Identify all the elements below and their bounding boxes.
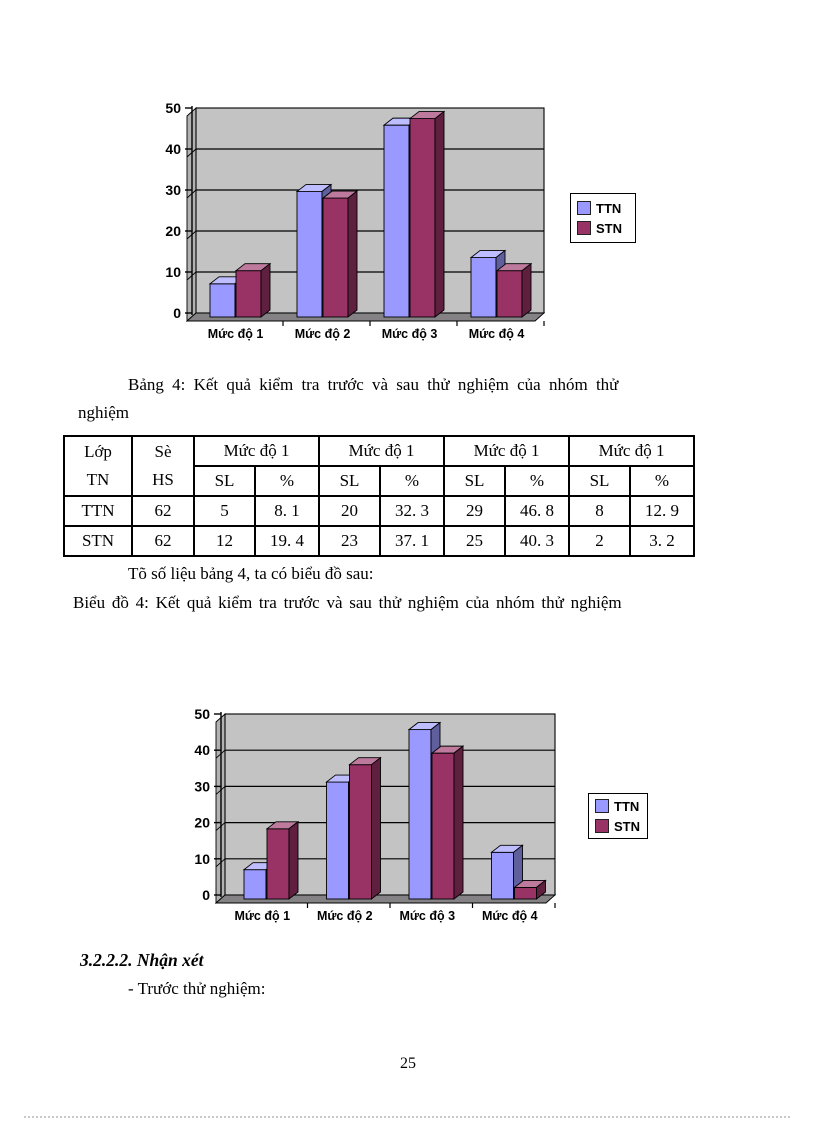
table-sub-header: %: [380, 466, 444, 496]
table-cell: 23: [319, 526, 380, 556]
bar: [297, 192, 322, 317]
svg-text:40: 40: [194, 742, 210, 759]
svg-text:0: 0: [202, 887, 210, 903]
category-label: Mức độ 1: [234, 909, 291, 923]
svg-text:20: 20: [165, 223, 181, 239]
table-cell: 8. 1: [255, 496, 319, 526]
category-label: Mức độ 3: [381, 327, 438, 341]
category-axis: [208, 321, 544, 341]
bar: [327, 782, 349, 899]
table-sub-header: SL: [444, 466, 505, 496]
table-sub-header: %: [630, 466, 694, 496]
category-label: Mức độ 4: [481, 909, 538, 923]
legend-label: TTN: [596, 200, 622, 216]
table-group-header: Mức độ 1: [444, 436, 569, 466]
table-group-header: Mức độ 1: [319, 436, 444, 466]
paragraph-after-table: Tõ số liệu bảng 4, ta có biểu đồ sau:: [128, 564, 374, 583]
table-sub-header: SL: [569, 466, 630, 496]
svg-text:0: 0: [173, 305, 181, 321]
table-cell: 29: [444, 496, 505, 526]
legend-label: STN: [614, 818, 640, 834]
table-caption-line2: nghiệm: [78, 403, 129, 422]
bar: [471, 258, 496, 317]
chart1-legend: [570, 193, 636, 243]
table-cell: 5: [194, 496, 255, 526]
table-sub-header: SL: [319, 466, 380, 496]
legend-entry-stn: [577, 221, 629, 236]
bar: [384, 125, 409, 317]
table-cell: 37. 1: [380, 526, 444, 556]
page-boundary-dotted-line: [24, 1116, 790, 1118]
svg-text:50: 50: [194, 706, 210, 722]
table-row: [64, 526, 694, 556]
bar: [236, 271, 261, 317]
table-row: [64, 496, 694, 526]
bar: [492, 852, 514, 899]
chart2-legend: [588, 793, 648, 839]
svg-text:30: 30: [194, 778, 210, 795]
bar: [410, 119, 435, 317]
legend-label: STN: [596, 220, 622, 236]
bar: [267, 829, 289, 899]
table-corner-header: Sè HS: [132, 436, 194, 496]
table-cell: 19. 4: [255, 526, 319, 556]
table-cell: 40. 3: [505, 526, 569, 556]
table-cell: 62: [132, 526, 194, 556]
table-cell: 3. 2: [630, 526, 694, 556]
svg-text:10: 10: [194, 850, 210, 867]
table-cell: TTN: [64, 496, 132, 526]
table-group-header: Mức độ 1: [194, 436, 319, 466]
legend-label: TTN: [614, 798, 640, 814]
bar: [323, 198, 348, 317]
table-sub-header: %: [255, 466, 319, 496]
svg-text:40: 40: [165, 141, 181, 157]
bar: [350, 765, 372, 899]
category-label: Mức độ 1: [207, 327, 264, 341]
table-sub-header: SL: [194, 466, 255, 496]
table-cell: 25: [444, 526, 505, 556]
bar: [432, 753, 454, 899]
table-cell: 2: [569, 526, 630, 556]
svg-text:30: 30: [165, 182, 181, 198]
section-heading: 3.2.2.2. Nhận xét: [80, 950, 204, 970]
ttn-series-swatch-icon: [577, 201, 591, 215]
table-cell: 12. 9: [630, 496, 694, 526]
category-label: Mức độ 2: [316, 909, 373, 923]
page-number: 25: [400, 1055, 416, 1072]
chart2-caption: Biểu đồ 4: Kết quả kiểm tra trước và sau thử nghiệm của nhóm thử nghiệm: [73, 593, 622, 612]
category-label: Mức độ 4: [468, 327, 525, 341]
table-caption-line1: Bảng 4: Kết quả kiểm tra trước và sau thử nghiệm của nhóm thử: [128, 375, 619, 394]
table-cell: 8: [569, 496, 630, 526]
table-cell: 20: [319, 496, 380, 526]
bar: [244, 870, 266, 899]
category-label: Mức độ 3: [399, 909, 456, 923]
legend-entry-ttn: [595, 799, 641, 814]
category-axis: [234, 903, 555, 923]
bar: [409, 730, 431, 899]
table-cell: 62: [132, 496, 194, 526]
svg-text:20: 20: [194, 814, 210, 831]
table-cell: 32. 3: [380, 496, 444, 526]
table-corner-header: Lớp TN: [64, 436, 132, 496]
table-cell: 12: [194, 526, 255, 556]
stn-series-swatch-icon: [577, 221, 591, 235]
table-cell: STN: [64, 526, 132, 556]
bar: [210, 284, 235, 317]
table-group-header: Mức độ 1: [569, 436, 694, 466]
ttn-series-swatch-icon: [595, 799, 609, 813]
bar: [515, 887, 537, 899]
results-table: [63, 435, 695, 557]
legend-entry-ttn: [577, 201, 629, 216]
svg-text:50: 50: [165, 100, 181, 116]
bar: [497, 271, 522, 317]
table-cell: 46. 8: [505, 496, 569, 526]
bullet-line: - Trước thử nghiệm:: [128, 979, 266, 998]
table-sub-header: %: [505, 466, 569, 496]
category-label: Mức độ 2: [294, 327, 351, 341]
stn-series-swatch-icon: [595, 819, 609, 833]
legend-entry-stn: [595, 819, 641, 834]
svg-text:10: 10: [165, 264, 181, 280]
